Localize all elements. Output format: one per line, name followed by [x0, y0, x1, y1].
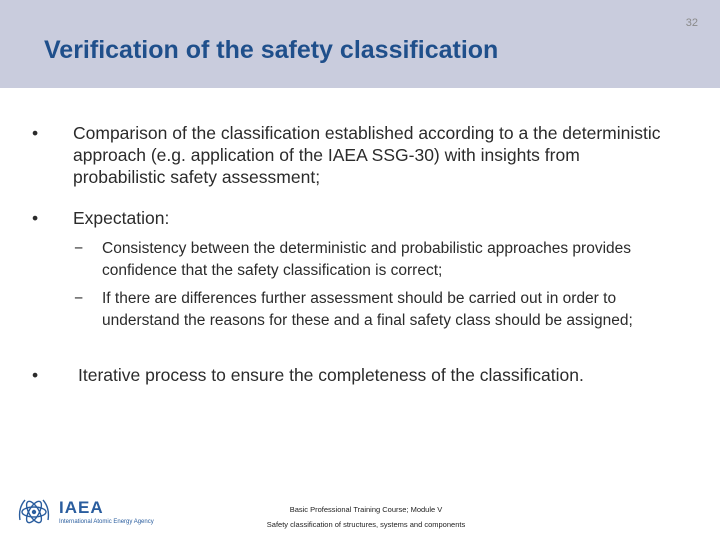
un-emblem-icon	[16, 494, 52, 530]
bullet-text: Comparison of the classification established according to a the deterministic approach (e.g. application of the IAEA SSG-30) with insights from probabilistic safety assessment;	[73, 123, 661, 187]
slide-title: Verification of the safety classification	[44, 36, 499, 64]
header-band	[0, 0, 720, 88]
sub-bullet-mark: −	[74, 290, 84, 307]
bullet-text: Expectation:	[73, 208, 170, 228]
bullet-mark: •	[32, 123, 39, 143]
footer-module: Safety classification of structures, systems and components	[266, 520, 466, 529]
bullet-mark: •	[32, 365, 39, 385]
logo-wordmark: IAEA	[59, 498, 104, 517]
iaea-logo	[16, 494, 166, 530]
footer-course: Basic Professional Training Course; Module V	[289, 505, 443, 514]
page-number: 32	[685, 17, 698, 29]
bullet-mark: •	[32, 208, 39, 228]
sub-bullet-mark: −	[74, 240, 84, 257]
sub-bullet-text: If there are differences further assessment should be carried out in order to understand the reasons for these and a final safety class should be assigned;	[102, 290, 633, 329]
sub-bullet-text: Consistency between the deterministic and probabilistic approaches provides confidence that the safety classification is correct;	[102, 240, 632, 279]
bullet-text: Iterative process to ensure the completeness of the classification.	[78, 365, 584, 385]
logo-subtitle: International Atomic Energy Agency	[59, 519, 154, 525]
